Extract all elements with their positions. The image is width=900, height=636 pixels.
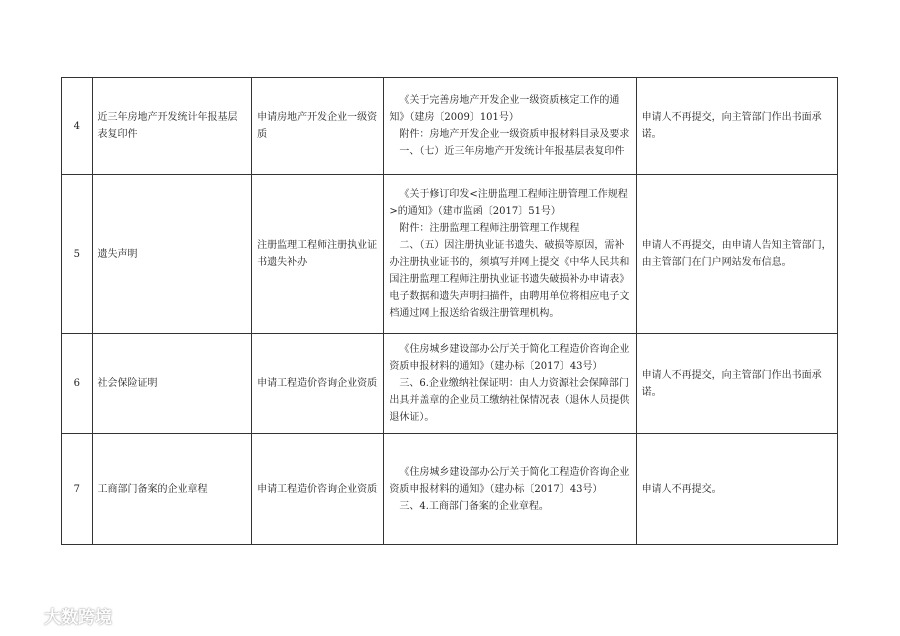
basis-line: 《住房城乡建设部办公厅关于简化工程造价咨询企业资质申报材料的通知》（建办标〔2017〕43号） bbox=[389, 344, 630, 372]
row-number: 6 bbox=[62, 334, 93, 434]
row-number: 5 bbox=[62, 175, 93, 334]
application-item: 申请工程造价咨询企业资质 bbox=[252, 434, 384, 545]
watermark bbox=[8, 603, 112, 628]
row-number: 7 bbox=[62, 434, 93, 545]
handling-method: 申请人不再提交。 bbox=[636, 434, 837, 545]
handling-method: 申请人不再提交，由申请人告知主管部门，由主管部门在门户网站发布信息。 bbox=[636, 175, 837, 334]
basis-line: 三、6.企业缴纳社保证明：由人力资源社会保障部门出具并盖章的企业员工缴纳社保情况表（退休人员提供退休证）。 bbox=[389, 378, 630, 423]
document-table bbox=[61, 77, 838, 545]
legal-basis bbox=[384, 434, 636, 545]
basis-line: 一、（七）近三年房地产开发统计年报基层表复印件 bbox=[399, 146, 625, 157]
material-name: 近三年房地产开发统计年报基层表复印件 bbox=[92, 78, 252, 175]
row-number: 4 bbox=[62, 78, 93, 175]
table-row bbox=[62, 434, 838, 545]
chat-bubble-logo-icon bbox=[8, 605, 38, 627]
table-row bbox=[62, 175, 838, 334]
basis-line: 二、（五）因注册执业证书遗失、破损等原因，需补办注册执业证书的，须填写并网上提交《中华人民共和国注册监理工程师注册执业证书遗失破损补办申请表》电子数据和遗失声明扫描件，由聘用单位将相应电子文档通过网上报送给省级注册管理机构。 bbox=[389, 240, 630, 319]
basis-line: 附件：房地产开发企业一级资质申报材料目录及要求 bbox=[399, 129, 630, 140]
legal-basis bbox=[384, 78, 636, 175]
basis-line: 《关于完善房地产开发企业一级资质核定工作的通知》（建房〔2009〕101号） bbox=[389, 95, 620, 123]
basis-line: 附件：注册监理工程师注册管理工作规程 bbox=[399, 223, 580, 234]
material-name: 社会保险证明 bbox=[92, 334, 252, 434]
application-item: 申请工程造价咨询企业资质 bbox=[252, 334, 384, 434]
material-name: 工商部门备案的企业章程 bbox=[92, 434, 252, 545]
basis-line: 《住房城乡建设部办公厅关于简化工程造价咨询企业资质申报材料的通知》（建办标〔2017〕43号） bbox=[389, 466, 630, 495]
handling-method: 申请人不再提交，向主管部门作出书面承诺。 bbox=[636, 334, 837, 434]
legal-basis bbox=[384, 175, 636, 334]
basis-line: 三、4.工商部门备案的企业章程。 bbox=[399, 500, 549, 512]
watermark-text: 大数跨境 bbox=[44, 608, 112, 628]
legal-basis bbox=[384, 334, 636, 434]
table-row bbox=[62, 334, 838, 434]
table-row bbox=[62, 78, 838, 175]
handling-method: 申请人不再提交，向主管部门作出书面承诺。 bbox=[636, 78, 837, 175]
application-item: 注册监理工程师注册执业证书遗失补办 bbox=[252, 175, 384, 334]
application-item: 申请房地产开发企业一级资质 bbox=[252, 78, 384, 175]
basis-line: 《关于修订印发<注册监理工程师注册管理工作规程>的通知》（建市监函〔2017〕51号） bbox=[389, 189, 628, 217]
material-name: 遗失声明 bbox=[92, 175, 252, 334]
